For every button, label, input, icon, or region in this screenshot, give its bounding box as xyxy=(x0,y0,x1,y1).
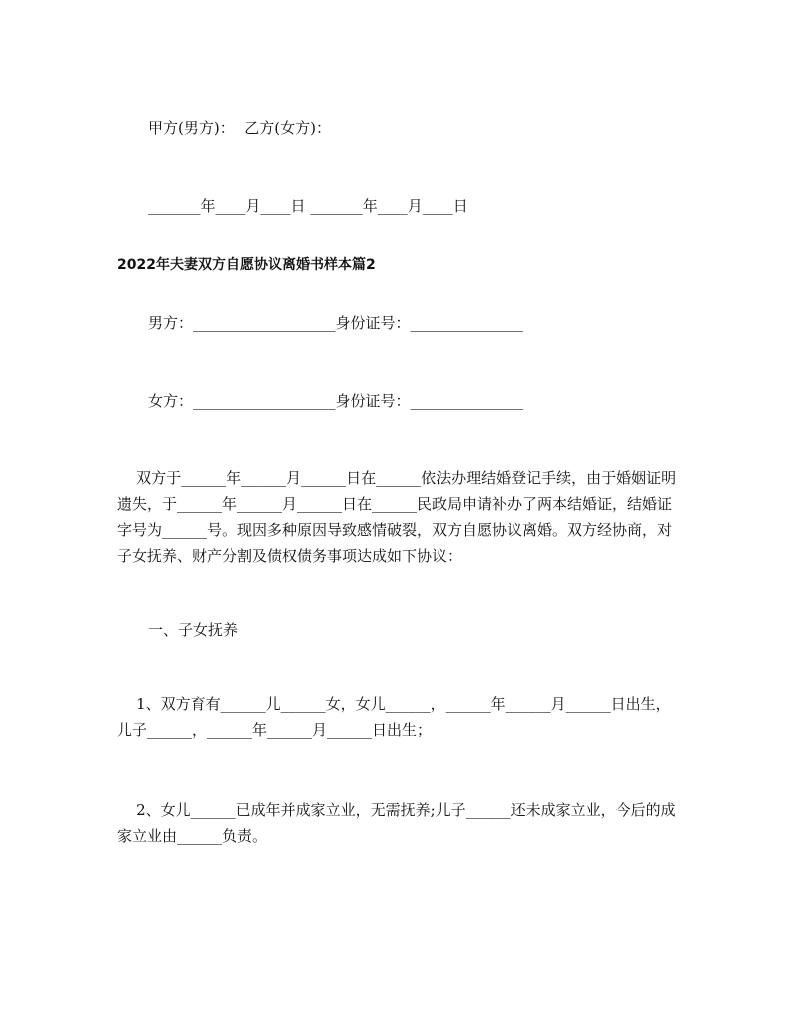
section-title: 2022年夫妻双方自愿协议离婚书样本篇2 xyxy=(117,257,376,273)
child-support-heading: 一、子女抚养 xyxy=(148,621,239,639)
intro-paragraph: 双方于______年______月______日在______依法办理结婚登记手续，由于婚姻证明遗失，于______年______月______日在______民政局申请补办了两本结婚证，结婚证字号为______号。现因多种原因导致感情破裂，双方自愿协议离婚。双方经协商，对子女抚养、财产分割及债权债务事项达成如下协议： xyxy=(117,469,677,565)
clause-item-2: 2、女儿______已成年并成家立业，无需抚养;儿子______还未成家立业，今后的成家立业由______负责。 xyxy=(117,801,676,845)
male-info-line: 男方：___________________身份证号：_______________ xyxy=(148,314,524,332)
signature-parties-line: 甲方(男方)： 乙方(女方)： xyxy=(148,119,331,137)
signature-dates-line: _______年____月____日 _______年____月____日 xyxy=(148,197,468,215)
female-info-line: 女方：___________________身份证号：_______________ xyxy=(148,392,524,410)
clause-item-1: 1、双方育有______儿______女，女儿______，______年______月______日出生，儿子______，______年______月______日出生； xyxy=(117,695,671,739)
